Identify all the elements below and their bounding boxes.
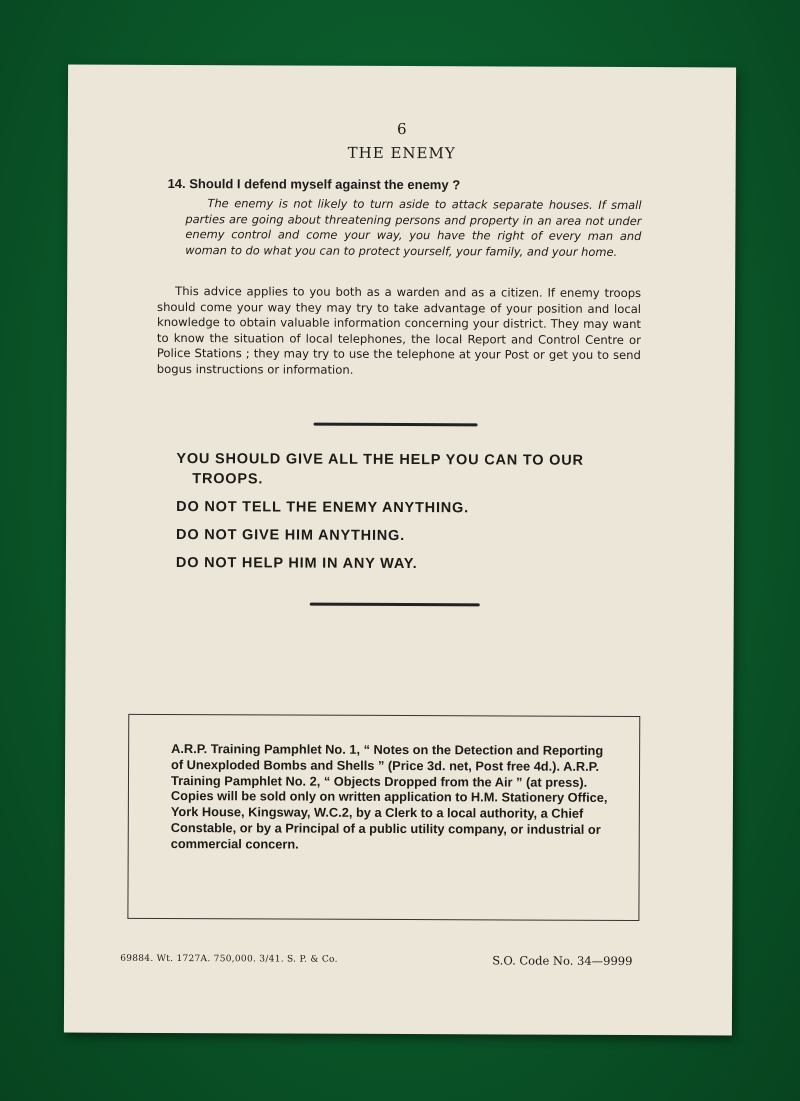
advice-paragraph: This advice applies to you both as a warden and as a citizen. If enemy troops should come your way they may try to take advantage of your position and local knowledge to obtain valuable information concerning your district. They may want to know the situation of local telephones, the local Report and Control Centre or Police Stations ; they may try to use the telephone at your Post or get you to send bogus instructions or information. <box>156 284 642 377</box>
pamphlet-page <box>64 65 736 1036</box>
instruction-main-line1: YOU SHOULD GIVE ALL THE HELP YOU CAN TO OUR <box>176 451 584 469</box>
instruction-line-2: DO NOT GIVE HIM ANYTHING. <box>176 527 406 545</box>
divider-top <box>314 423 478 427</box>
divider-bottom <box>310 603 480 607</box>
section-title: THE ENEMY <box>347 143 456 163</box>
footer-print-info: 69884. Wt. 1727A. 750,000. 3/41. S. P. & Co. <box>120 953 338 965</box>
question-heading: 14. Should I defend myself against the enemy ? <box>167 175 461 193</box>
footer-code: S.O. Code No. 34—9999 <box>492 953 633 969</box>
notice-text: A.R.P. Training Pamphlet No. 1, “ Notes on the Detection and Reporting of Unexploded Bombs and Shells ” (Price 3d. net, Post free 4d.). A.R.P. Training Pamphlet No. 2, “ Objects Dropped from the Air ” (at press). Copies will be sold only on written application to H.M. Stationery Office, York House, Kingsway, W.C.2, by a Clerk to a local authority, a Chief Constable, or by a Principal of a public utility company, or industrial or commercial concern. <box>170 741 608 852</box>
instruction-main-line2: TROOPS. <box>192 471 264 488</box>
instructions-block <box>176 449 657 573</box>
question-answer: The enemy is not likely to turn aside to attack separate houses. If small parties are going about threatening persons and property in an area not under enemy control and come your way, you have the right of every man and woman to do what you can to protect yourself, your family, and your home. <box>185 196 642 259</box>
instruction-line-1: DO NOT TELL THE ENEMY ANYTHING. <box>176 499 470 517</box>
page-number: 6 <box>397 119 407 139</box>
instruction-line-3: DO NOT HELP HIM IN ANY WAY. <box>175 555 418 573</box>
notice-box <box>127 714 640 921</box>
